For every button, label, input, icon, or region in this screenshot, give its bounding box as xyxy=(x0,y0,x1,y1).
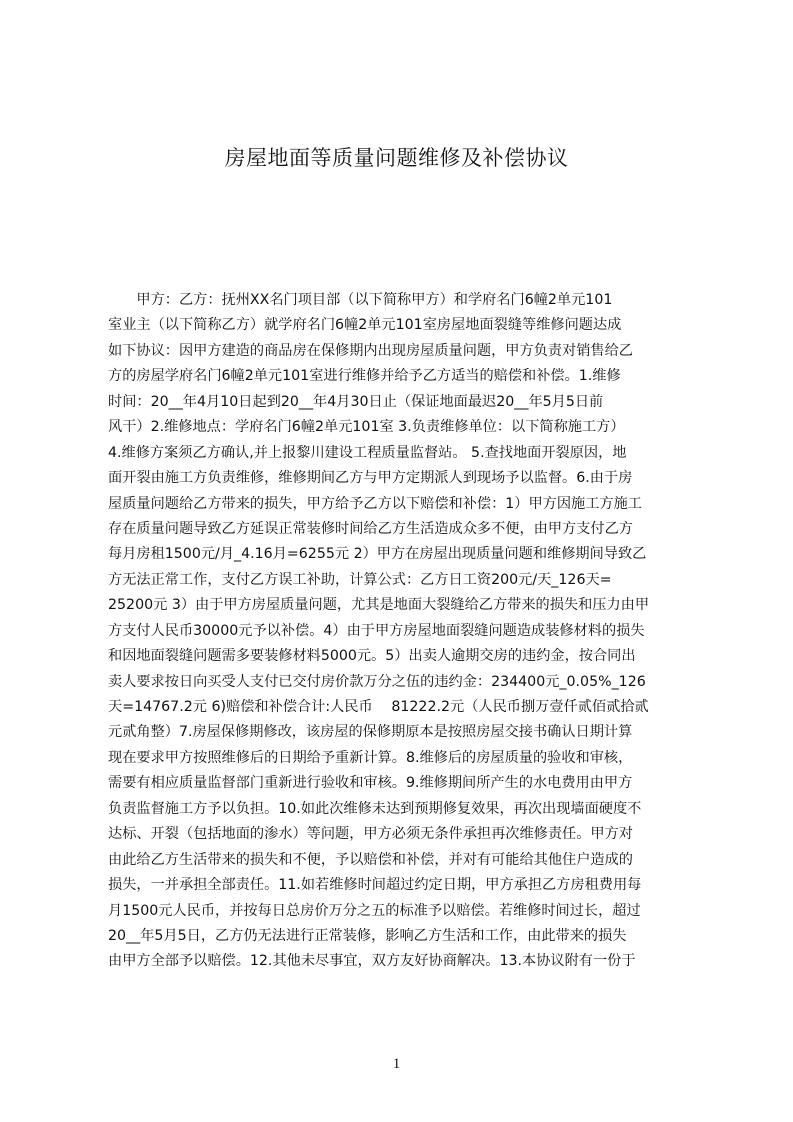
body-line: 室业主（以下简称乙方）就学府名门6幢2单元101室房屋地面裂缝等维修问题达成 xyxy=(108,317,622,334)
page-number: 1 xyxy=(392,1056,401,1072)
body-line: 如下协议：因甲方建造的商品房在保修期内出现房屋质量问题，甲方负责对销售给乙 xyxy=(108,342,633,359)
body-line: 月1500元人民币，并按每日总房价万分之五的标准予以赔偿。若维修时间过长，超过 xyxy=(108,902,641,919)
body-line: 由甲方全部予以赔偿。12.其他未尽事宜，双方友好协商解决。13.本协议附有一份于 xyxy=(108,953,636,970)
body-line: 卖人要求按日向买受人支付已交付房价款万分之伍的违约金：234400元_0.05%_126 xyxy=(108,673,646,690)
body-line: 25200元 3）由于甲方房屋质量问题，尤其是地面大裂缝给乙方带来的损失和压力由甲 xyxy=(108,597,650,614)
body-line: 天=14767.2元 6)赔偿和补偿合计:人民币 81222.2元（人民币捌万壹仟贰佰贰拾贰 xyxy=(108,699,649,715)
body-line: 方无法正常工作，支付乙方误工补助，计算公式：乙方日工资200元/天_126天= xyxy=(108,571,612,588)
body-line: 负责监督施工方予以负担。10.如此次维修未达到预期修复效果，再次出现墙面硬度不 xyxy=(108,800,642,817)
body-line: 和因地面裂缝问题需多要装修材料5000元。5）出卖人逾期交房的违约金，按合同出 xyxy=(108,648,636,665)
body-line: 面开裂由施工方负责维修，维修期间乙方与甲方定期派人到现场予以监督。6.由于房 xyxy=(108,470,633,487)
body-line: 损失，一并承担全部责任。11.如若维修时间超过约定日期，甲方承担乙方房租费用每 xyxy=(108,877,642,894)
body-line: 需要有相应质量监督部门重新进行验收和审核。9.维修期间所产生的水电费用由甲方 xyxy=(108,775,633,792)
body-line: 存在质量问题导致乙方延误正常装修时间给乙方生活造成众多不便，由甲方支付乙方 xyxy=(108,520,633,537)
body-line: 由此给乙方生活带来的损失和不便，予以赔偿和补偿，并对有可能给其他住户造成的 xyxy=(108,851,633,868)
body-line: 甲方：乙方：抚州XX名门项目部（以下简称甲方）和学府名门6幢2单元101 xyxy=(108,292,613,308)
body-line: 时间：20__年4月10日起到20__年4月30日止（保证地面最迟20__年5月5日前 xyxy=(108,393,604,410)
body-line: 每月房租1500元/月_4.16月=6255元 2）甲方在房屋出现质量问题和维修期间导致乙 xyxy=(108,546,647,563)
body-line: 现在要求甲方按照维修后的日期给予重新计算。8.维修后的房屋质量的验收和审核， xyxy=(108,749,633,766)
document-body xyxy=(108,288,698,975)
body-line: 元贰角整）7.房屋保修期修改，该房屋的保修期原本是按照房屋交接书确认日期计算 xyxy=(108,724,633,741)
body-line: 4.维修方案须乙方确认,并上报黎川建设工程质量监督站。 5.查找地面开裂原因，地 xyxy=(108,444,627,461)
body-line: 20__年5月5日，乙方仍无法进行正常装修，影响乙方生活和工作，由此带来的损失 xyxy=(108,927,627,944)
body-line: 方支付人民币30000元予以补偿。4）由于甲方房屋地面裂缝问题造成装修材料的损失 xyxy=(108,622,645,639)
body-line: 屋质量问题给乙方带来的损失，甲方给予乙方以下赔偿和补偿：1）甲方因施工方施工 xyxy=(108,495,642,512)
document-title: 房屋地面等质量问题维修及补偿协议 xyxy=(224,146,569,170)
body-line: 方的房屋学府名门6幢2单元101室进行维修并给予乙方适当的赔偿和补偿。1.维修 xyxy=(108,368,621,385)
body-line: 风干）2.维修地点：学府名门6幢2单元101室 3.负责维修单位：以下简称施工方） xyxy=(108,419,625,436)
body-line: 达标、开裂（包括地面的渗水）等问题，甲方必须无条件承担再次维修责任。甲方对 xyxy=(108,826,633,843)
